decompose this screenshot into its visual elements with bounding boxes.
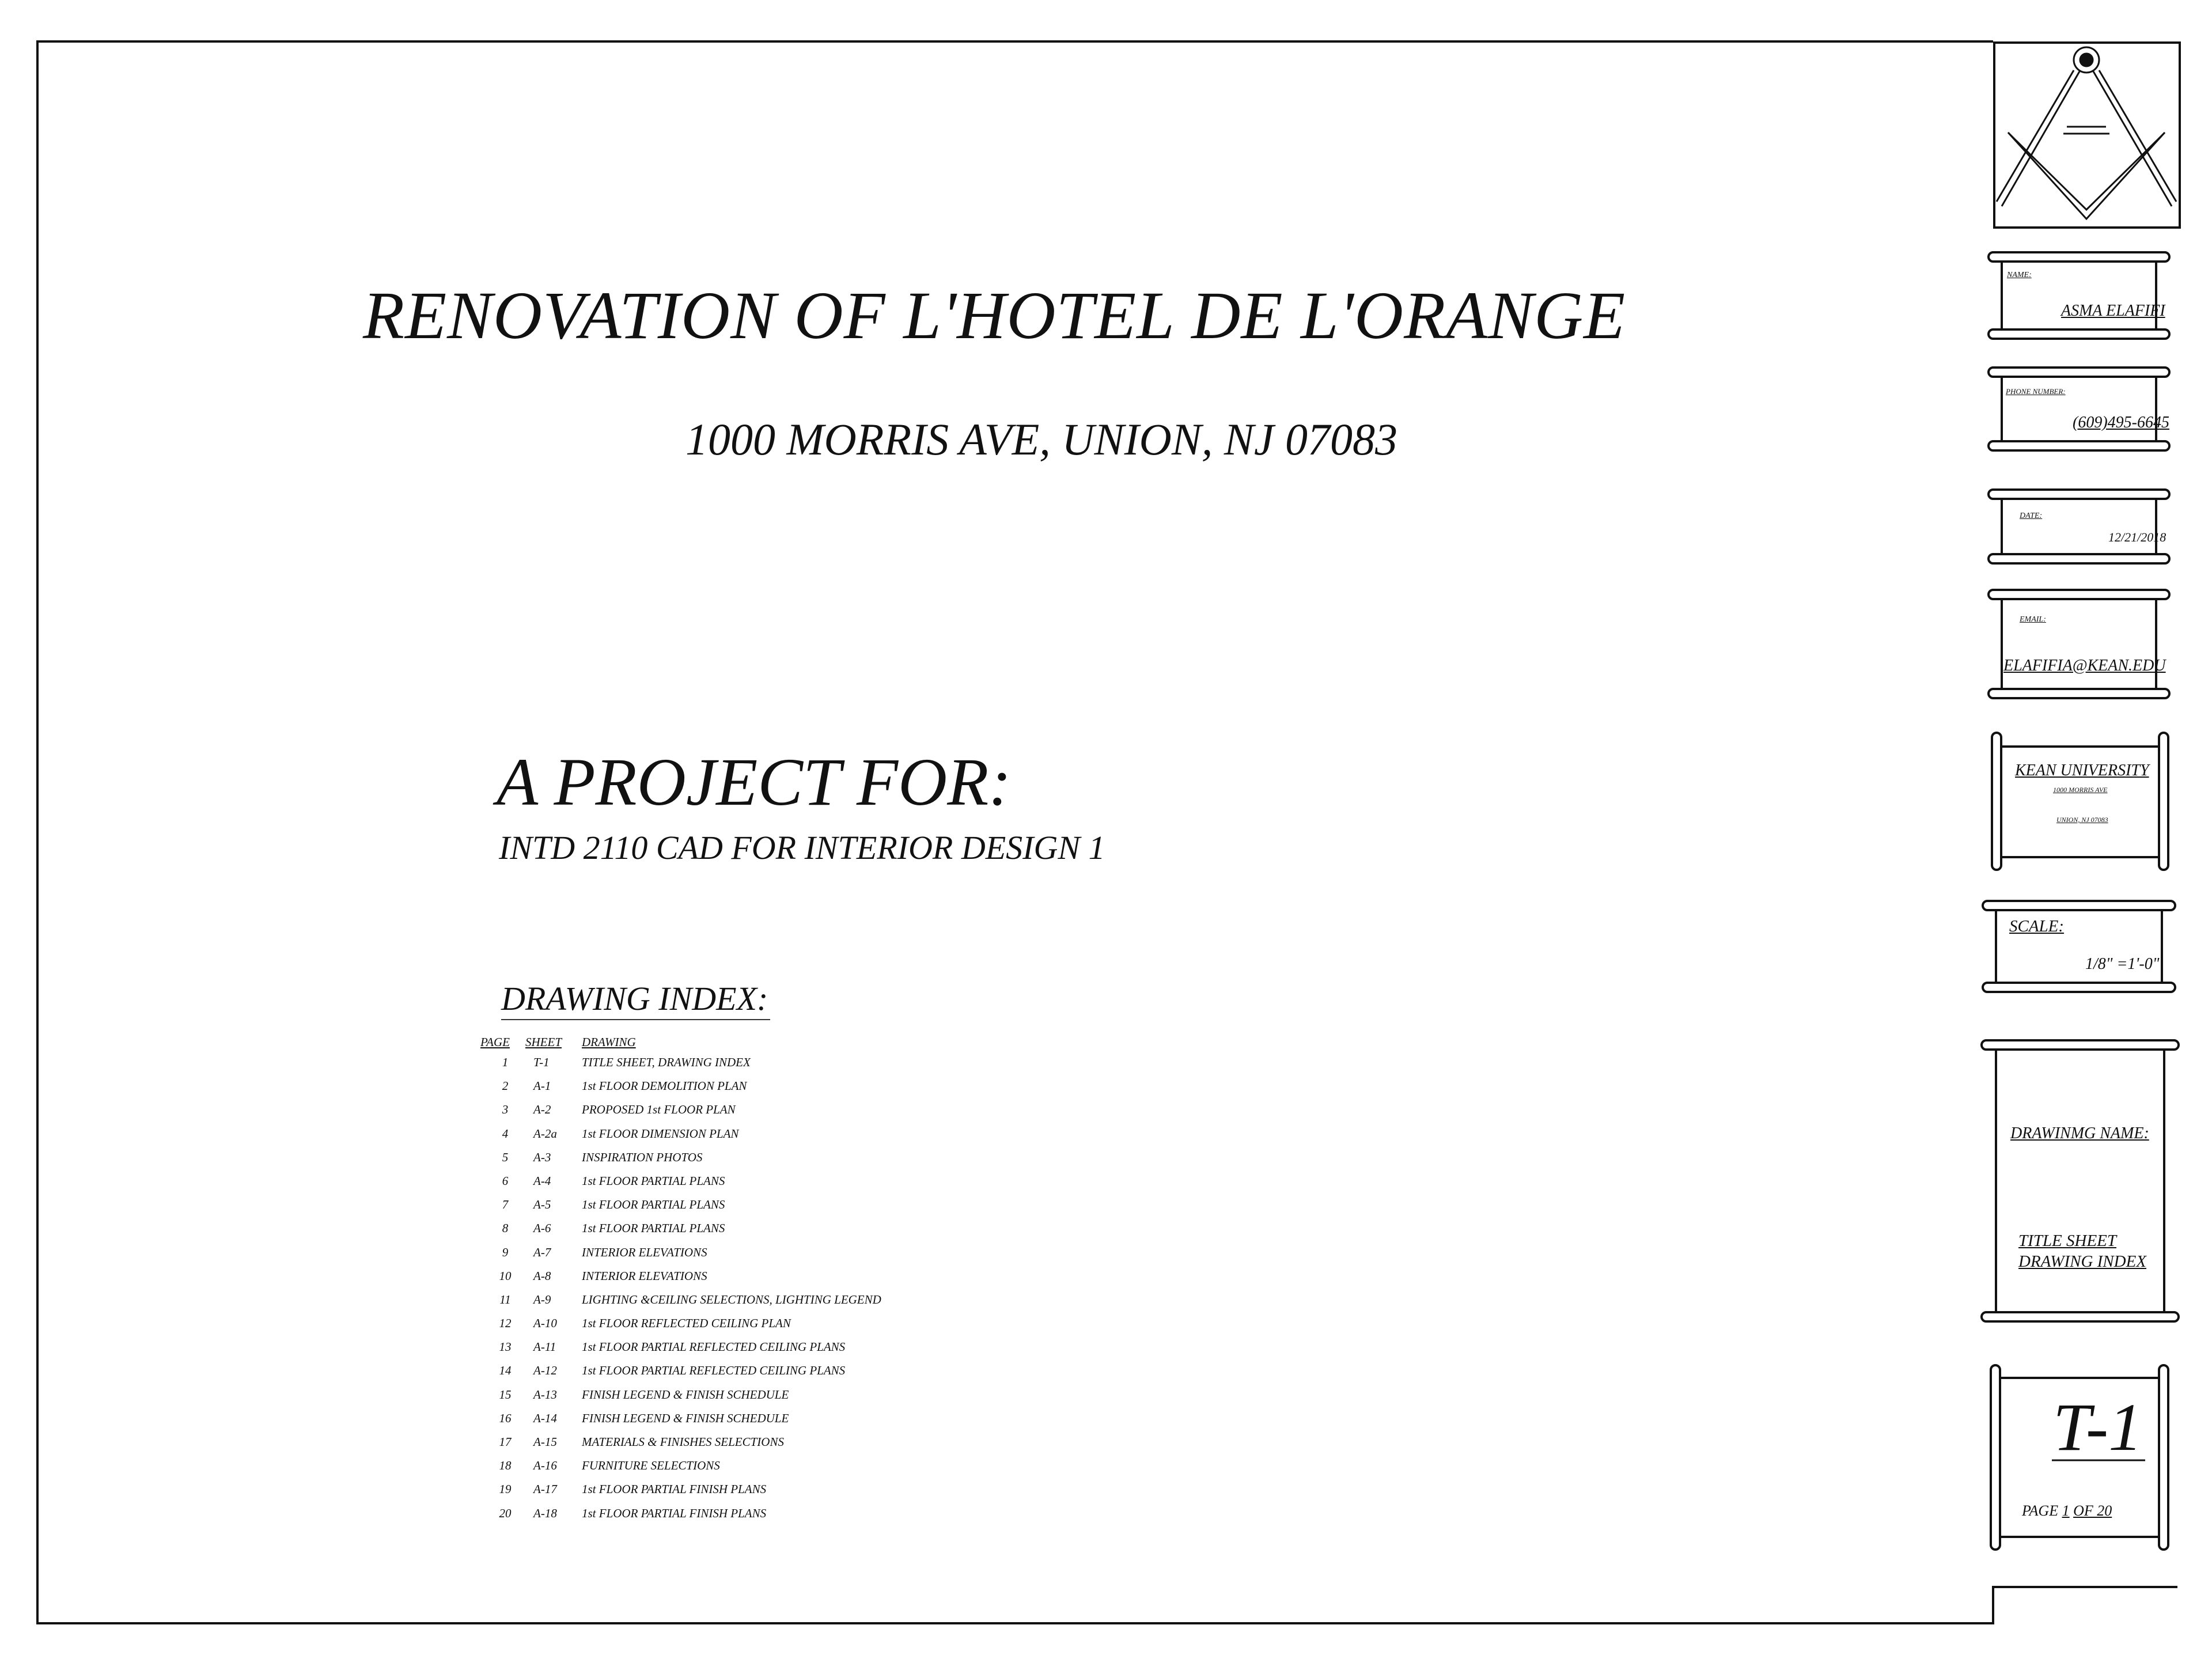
index-drawing: 1st FLOOR PARTIAL FINISH PLANS <box>582 1482 767 1497</box>
drawing-index-heading: DRAWING INDEX: <box>501 979 770 1020</box>
index-drawing: 1st FLOOR PARTIAL PLANS <box>582 1173 725 1188</box>
index-drawing: FINISH LEGEND & FINISH SCHEDULE <box>582 1411 789 1425</box>
index-page: 14 <box>499 1363 512 1378</box>
index-page: 11 <box>499 1292 511 1306</box>
drawing-name-label: DRAWINMG NAME: <box>2010 1124 2149 1142</box>
page-prefix: PAGE <box>2022 1502 2059 1519</box>
index-sheet: A-9 <box>533 1292 551 1306</box>
index-page: 18 <box>499 1459 512 1473</box>
index-drawing: INSPIRATION PHOTOS <box>582 1150 703 1164</box>
index-page: 12 <box>499 1316 512 1331</box>
drawing-name-line2: DRAWING INDEX <box>2018 1252 2147 1271</box>
index-row <box>478 1504 997 1528</box>
index-sheet: A-6 <box>533 1221 551 1236</box>
name-value: ASMA ELAFIFI <box>2061 302 2165 320</box>
page-counter <box>2022 1502 2112 1520</box>
index-col-sheet: SHEET <box>525 1035 562 1049</box>
index-row <box>478 1148 997 1172</box>
index-row <box>478 1100 997 1124</box>
index-drawing: 1st FLOOR DEMOLITION PLAN <box>582 1079 747 1093</box>
index-drawing: 1st FLOOR DIMENSION PLAN <box>582 1126 739 1141</box>
index-row <box>478 1433 997 1456</box>
email-value: ELAFIFIA@KEAN.EDU <box>2003 657 2166 675</box>
index-drawing: 1st FLOOR PARTIAL PLANS <box>582 1221 725 1236</box>
drawing-index-table <box>478 1053 997 1528</box>
drawing-name-line1: TITLE SHEET <box>2018 1232 2117 1250</box>
index-drawing: 1st FLOOR PARTIAL FINISH PLANS <box>582 1506 767 1520</box>
index-sheet: A-15 <box>533 1435 557 1449</box>
index-page: 1 <box>502 1055 509 1069</box>
index-row <box>478 1267 997 1290</box>
index-sheet: A-5 <box>533 1198 551 1212</box>
project-address: 1000 MORRIS AVE, UNION, NJ 07083 <box>685 414 1398 464</box>
index-drawing: FINISH LEGEND & FINISH SCHEDULE <box>582 1387 789 1402</box>
page-number: 1 <box>2062 1502 2070 1519</box>
index-row <box>478 1172 997 1195</box>
index-sheet: A-11 <box>533 1340 556 1354</box>
index-drawing: 1st FLOOR PARTIAL REFLECTED CEILING PLANS <box>582 1363 846 1378</box>
index-drawing: 1st FLOOR PARTIAL PLANS <box>582 1198 725 1212</box>
index-row <box>478 1338 997 1361</box>
index-sheet: T-1 <box>533 1055 550 1069</box>
date-value: 12/21/2018 <box>2108 530 2166 544</box>
index-sheet: A-10 <box>533 1316 557 1331</box>
index-page: 6 <box>502 1173 509 1188</box>
index-page: 13 <box>499 1340 512 1354</box>
index-page: 16 <box>499 1411 512 1425</box>
index-row <box>478 1195 997 1219</box>
index-page: 10 <box>499 1268 512 1283</box>
project-for-label: A PROJECT FOR: <box>497 744 1012 820</box>
name-label: NAME: <box>2007 271 2032 279</box>
index-row <box>478 1219 997 1243</box>
index-col-drawing: DRAWING <box>582 1035 636 1049</box>
index-page: 3 <box>502 1103 509 1117</box>
index-sheet: A-3 <box>533 1150 551 1164</box>
index-drawing: FURNITURE SELECTIONS <box>582 1459 720 1473</box>
course-name: INTD 2110 CAD FOR INTERIOR DESIGN 1 <box>499 829 1105 866</box>
index-page: 4 <box>502 1126 509 1141</box>
index-sheet: A-17 <box>533 1482 557 1497</box>
index-page: 7 <box>502 1198 509 1212</box>
logo-box <box>1994 43 2180 228</box>
email-label: EMAIL: <box>2020 615 2046 624</box>
index-row <box>478 1409 997 1433</box>
index-drawing: MATERIALS & FINISHES SELECTIONS <box>582 1435 784 1449</box>
index-drawing: LIGHTING &CEILING SELECTIONS, LIGHTING LEGEND <box>582 1292 881 1306</box>
index-drawing: TITLE SHEET, DRAWING INDEX <box>582 1055 751 1069</box>
index-sheet: A-7 <box>533 1245 551 1259</box>
index-row <box>478 1361 997 1385</box>
page-total: OF 20 <box>2073 1502 2112 1519</box>
index-col-page: PAGE <box>480 1035 510 1049</box>
index-sheet: A-16 <box>533 1459 557 1473</box>
index-sheet: A-12 <box>533 1363 557 1378</box>
index-row <box>478 1243 997 1267</box>
university-name: KEAN UNIVERSITY <box>2015 762 2149 779</box>
index-row <box>478 1053 997 1077</box>
index-row <box>478 1290 997 1314</box>
sheet-number: T-1 <box>2053 1389 2143 1465</box>
index-sheet: A-2 <box>533 1103 551 1117</box>
index-sheet: A-4 <box>533 1173 551 1188</box>
index-drawing: INTERIOR ELEVATIONS <box>582 1268 707 1283</box>
index-page: 20 <box>499 1506 512 1520</box>
scale-value: 1/8" =1'-0" <box>2085 955 2160 973</box>
index-sheet: A-1 <box>533 1079 551 1093</box>
index-drawing: 1st FLOOR PARTIAL REFLECTED CEILING PLANS <box>582 1340 846 1354</box>
university-address-line2: UNION, NJ 07083 <box>2056 816 2108 824</box>
index-sheet: A-8 <box>533 1268 551 1283</box>
index-sheet: A-18 <box>533 1506 557 1520</box>
date-label: DATE: <box>2020 512 2043 520</box>
index-sheet: A-14 <box>533 1411 557 1425</box>
index-drawing: 1st FLOOR REFLECTED CEILING PLAN <box>582 1316 791 1331</box>
university-address-line1: 1000 MORRIS AVE <box>2053 786 2108 794</box>
phone-label: PHONE NUMBER: <box>2006 387 2066 396</box>
scale-label: SCALE: <box>2009 917 2065 935</box>
index-page: 15 <box>499 1387 512 1402</box>
index-page: 8 <box>502 1221 509 1236</box>
index-row <box>478 1077 997 1100</box>
project-title: RENOVATION OF L'HOTEL DE L'ORANGE <box>363 278 1626 353</box>
index-page: 17 <box>499 1435 512 1449</box>
index-row <box>478 1314 997 1338</box>
index-page: 9 <box>502 1245 509 1259</box>
phone-value: (609)495-6645 <box>2073 414 2169 431</box>
index-row <box>478 1480 997 1503</box>
index-sheet: A-13 <box>533 1387 557 1402</box>
index-row <box>478 1385 997 1409</box>
square-and-compasses-logo <box>1997 47 2176 219</box>
index-page: 19 <box>499 1482 512 1497</box>
index-page: 5 <box>502 1150 509 1164</box>
index-page: 2 <box>502 1079 509 1093</box>
index-drawing: INTERIOR ELEVATIONS <box>582 1245 707 1259</box>
index-sheet: A-2a <box>533 1126 557 1141</box>
index-row <box>478 1456 997 1480</box>
index-row <box>478 1124 997 1148</box>
index-drawing: PROPOSED 1st FLOOR PLAN <box>582 1103 736 1117</box>
